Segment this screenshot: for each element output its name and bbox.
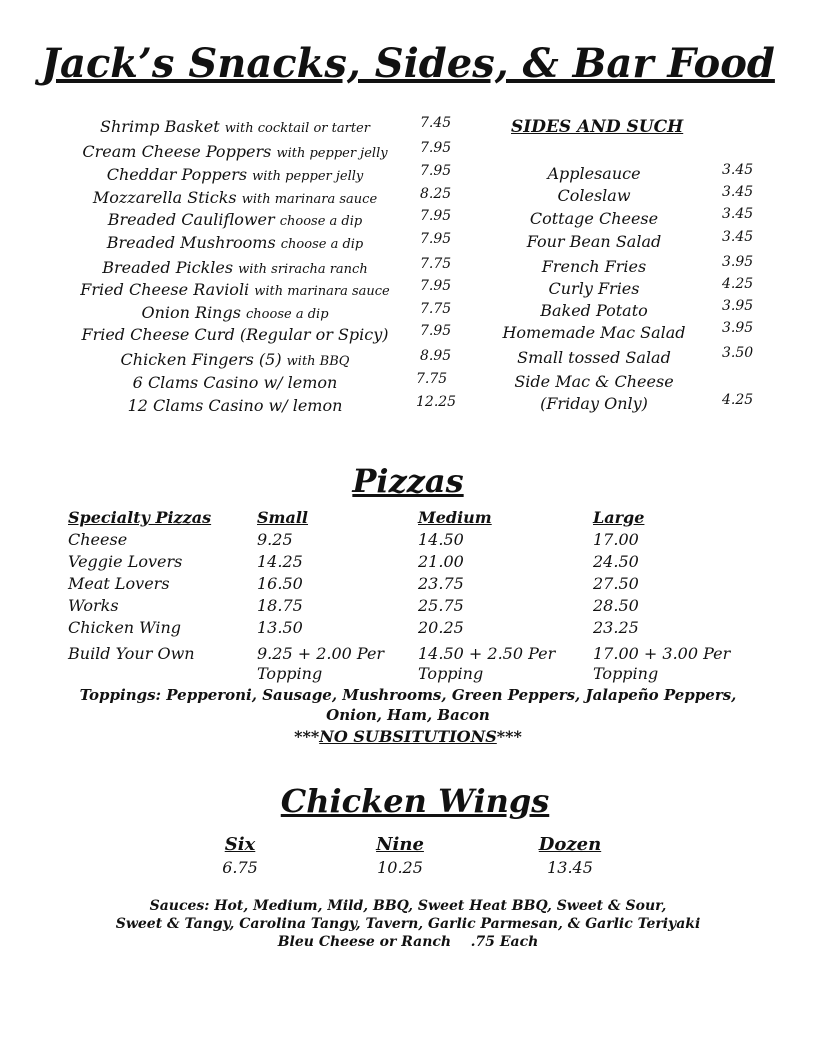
- snack-note: with BBQ: [286, 354, 350, 369]
- side-item-price: 3.95: [722, 320, 754, 336]
- sides-header: SIDES AND SUCH: [511, 117, 684, 137]
- snack-note: with sriracha ranch: [238, 262, 368, 277]
- snack-name: Onion Rings: [141, 303, 241, 322]
- menu-title: Jack’s Snacks, Sides, & Bar Food: [41, 40, 775, 87]
- snack-price: 7.95: [420, 278, 452, 294]
- wings-price-dozen: 13.45: [547, 858, 593, 877]
- snack-price: 7.95: [420, 231, 452, 247]
- side-item-name: Cottage Cheese: [529, 209, 659, 228]
- snack-item: [35, 396, 435, 415]
- snack-item: [35, 350, 435, 369]
- pizza-header-specialty: Specialty Pizzas: [68, 508, 212, 527]
- snack-name: Chicken Fingers (5): [120, 350, 282, 369]
- snack-price: 7.95: [420, 208, 452, 224]
- side-item-price: 3.45: [722, 229, 754, 245]
- sauces-line-1: Sauces: Hot, Medium, Mild, BBQ, Sweet Heat BBQ, Sweet & Sour,: [149, 898, 667, 914]
- pizza-medium-price: 21.00: [418, 552, 464, 571]
- build-your-own-label: Build Your Own: [68, 644, 195, 663]
- snack-item: [35, 117, 435, 136]
- wings-size-dozen: Dozen: [538, 834, 602, 855]
- side-item-name: Small tossed Salad: [517, 348, 671, 367]
- pizza-medium-price: 25.75: [418, 596, 464, 615]
- wings-price-six: 6.75: [222, 858, 258, 877]
- pizza-medium-price: 20.25: [418, 618, 464, 637]
- pizza-name: Cheese: [68, 530, 128, 549]
- side-item-price: 3.95: [722, 298, 754, 314]
- pizza-name: Veggie Lovers: [68, 552, 183, 571]
- side-item-name: Baked Potato: [540, 301, 648, 320]
- side-item-name: Four Bean Salad: [526, 232, 662, 251]
- snack-price: 7.75: [420, 256, 452, 272]
- snack-name: Fried Cheese Ravioli: [80, 280, 250, 299]
- pizza-header-large: Large: [593, 508, 645, 527]
- snack-item: [35, 233, 435, 252]
- snack-name: Cream Cheese Poppers: [82, 142, 272, 161]
- pizza-medium-price: 14.50: [418, 530, 464, 549]
- snack-item: [35, 142, 435, 161]
- side-item-price: 3.45: [722, 206, 754, 222]
- snack-name: Breaded Pickles: [102, 258, 234, 277]
- snack-item: [35, 210, 435, 229]
- snack-item: [35, 165, 435, 184]
- pizza-name: Meat Lovers: [68, 574, 170, 593]
- build-medium-price: [418, 644, 555, 684]
- pizza-header-small: Small: [257, 508, 309, 527]
- pizza-medium-price: 23.75: [418, 574, 464, 593]
- snack-name: Mozzarella Sticks: [92, 188, 237, 207]
- snack-price: 7.75: [420, 301, 452, 317]
- snack-item: [35, 258, 435, 277]
- pizza-large-price: 28.50: [593, 596, 639, 615]
- side-item-name: (Friday Only): [540, 394, 648, 413]
- snack-price: 7.95: [420, 323, 452, 339]
- pizza-name: Chicken Wing: [68, 618, 182, 637]
- side-item-price: 3.50: [722, 345, 754, 361]
- snack-note: with pepper jelly: [252, 169, 364, 184]
- snack-name: Breaded Cauliflower: [107, 210, 275, 229]
- snack-name: Shrimp Basket: [100, 117, 220, 136]
- pizza-large-price: 23.25: [593, 618, 639, 637]
- toppings-line-2: Onion, Ham, Bacon: [326, 706, 490, 724]
- wings-size-nine: Nine: [376, 834, 424, 855]
- snack-price: 7.95: [420, 140, 452, 156]
- snack-name: Breaded Mushrooms: [106, 233, 276, 252]
- pizzas-title: Pizzas: [352, 462, 464, 500]
- build-large-line1: 17.00 + 3.00 Per: [593, 644, 731, 663]
- pizza-large-price: 17.00: [593, 530, 639, 549]
- pizza-large-price: 27.50: [593, 574, 639, 593]
- snack-name: 12 Clams Casino w/ lemon: [127, 396, 343, 415]
- wings-title: Chicken Wings: [280, 782, 550, 820]
- build-small-price: [257, 644, 384, 684]
- snack-item: [35, 188, 435, 207]
- snack-price: 7.75: [416, 371, 448, 387]
- side-item-price: 4.25: [722, 392, 754, 408]
- snack-item: [35, 280, 435, 299]
- snack-price: 7.45: [420, 115, 452, 131]
- side-item-name: Homemade Mac Salad: [502, 323, 686, 342]
- snack-item: [35, 325, 435, 344]
- build-large-price: [593, 644, 730, 684]
- build-medium-line1: 14.50 + 2.50 Per: [418, 644, 556, 663]
- pizza-large-price: 24.50: [593, 552, 639, 571]
- side-item-name: Applesauce: [547, 164, 641, 183]
- snack-price: 8.95: [420, 348, 452, 364]
- snack-note: choose a dip: [246, 307, 329, 322]
- snack-name: Cheddar Poppers: [106, 165, 248, 184]
- side-item-name: French Fries: [541, 257, 647, 276]
- toppings-line-1: Toppings: Pepperoni, Sausage, Mushrooms, Green Peppers, Jalapeño Peppers,: [79, 686, 737, 704]
- pizza-name: Works: [68, 596, 119, 615]
- side-item-price: 3.95: [722, 254, 754, 270]
- pizza-small-price: 14.25: [257, 552, 303, 571]
- side-item-name: Side Mac & Cheese: [514, 372, 674, 391]
- snack-note: choose a dip: [280, 237, 364, 252]
- side-item-price: 3.45: [722, 162, 754, 178]
- snack-note: with marinara sauce: [254, 284, 390, 299]
- sauces-line-3: Bleu Cheese or Ranch .75 Each: [277, 934, 539, 950]
- snack-price: 8.25: [420, 186, 452, 202]
- snack-item: [35, 303, 435, 322]
- wings-price-nine: 10.25: [377, 858, 423, 877]
- snack-note: with marinara sauce: [241, 192, 378, 207]
- pizza-header-medium: Medium: [418, 508, 492, 527]
- build-large-line2: Topping: [593, 664, 659, 683]
- side-item-price: 3.45: [722, 184, 754, 200]
- no-substitutions-note: ***NO SUBSITUTIONS***: [294, 727, 522, 746]
- pizza-small-price: 16.50: [257, 574, 303, 593]
- snack-note: choose a dip: [279, 214, 363, 229]
- side-item-name: Curly Fries: [548, 279, 640, 298]
- snack-price: 7.95: [420, 163, 452, 179]
- snack-name: 6 Clams Casino w/ lemon: [132, 373, 338, 392]
- side-item-name: Coleslaw: [557, 186, 631, 205]
- pizza-small-price: 18.75: [257, 596, 303, 615]
- side-item-price: 4.25: [722, 276, 754, 292]
- snack-item: [35, 373, 435, 392]
- snack-note: with pepper jelly: [276, 146, 388, 161]
- build-small-line1: 9.25 + 2.00 Per: [257, 644, 385, 663]
- sauces-line-2: Sweet & Tangy, Carolina Tangy, Tavern, Garlic Parmesan, & Garlic Teriyaki: [115, 916, 701, 932]
- wings-size-six: Six: [224, 834, 256, 855]
- snack-price: 12.25: [416, 394, 457, 410]
- snack-name: Fried Cheese Curd (Regular or Spicy): [81, 325, 389, 344]
- build-small-line2: Topping: [257, 664, 323, 683]
- pizza-small-price: 9.25: [257, 530, 293, 549]
- build-medium-line2: Topping: [418, 664, 484, 683]
- pizza-small-price: 13.50: [257, 618, 303, 637]
- snack-note: with cocktail or tarter: [224, 121, 370, 136]
